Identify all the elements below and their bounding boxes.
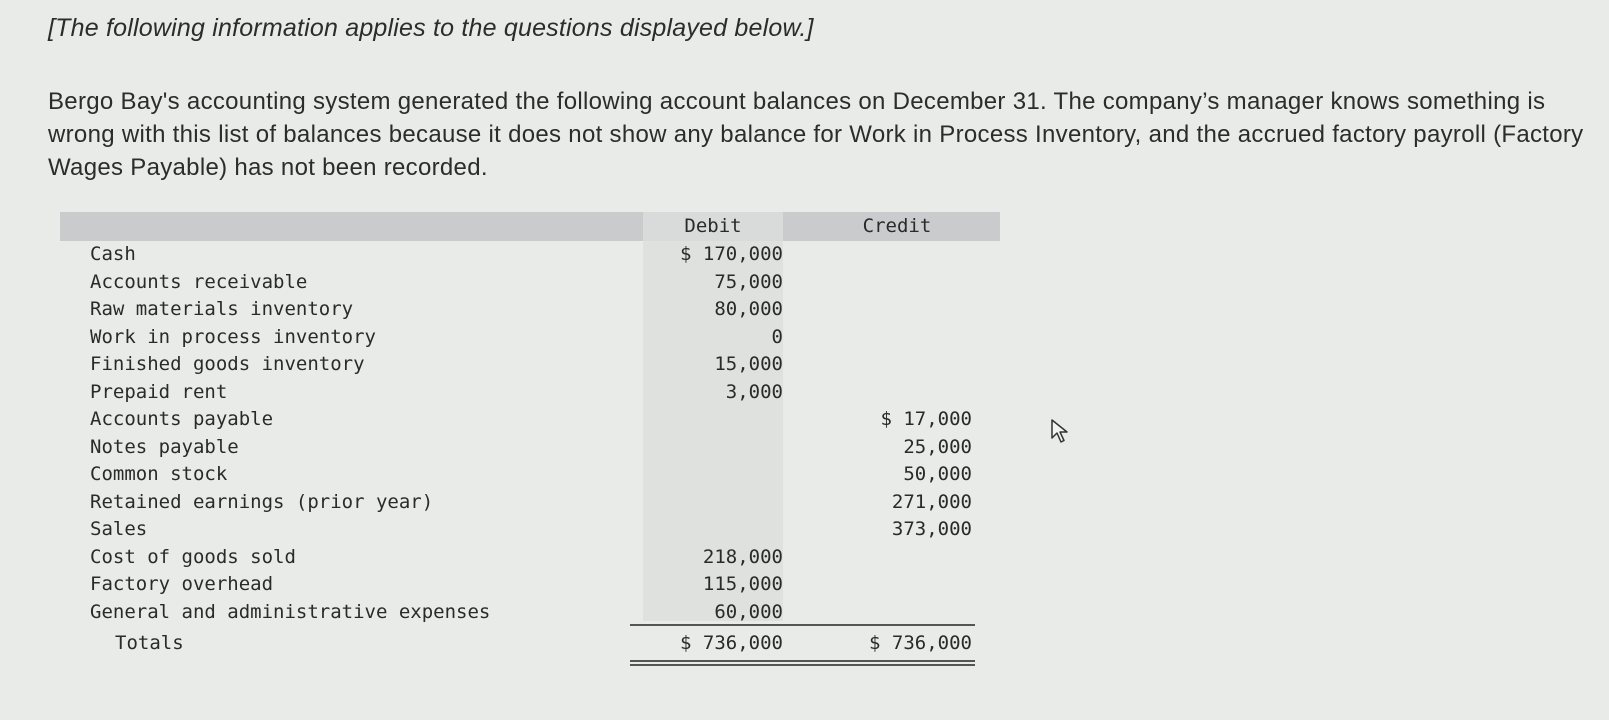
table-row xyxy=(60,599,1000,627)
table-row xyxy=(60,269,1000,297)
account-name: Factory overhead xyxy=(90,573,274,595)
debit-value: 60,000 xyxy=(714,600,783,623)
account-name: Work in process inventory xyxy=(90,325,376,348)
table-row xyxy=(60,516,1000,544)
debit-value: 115,000 xyxy=(702,573,783,595)
table-row xyxy=(60,406,1000,434)
account-name: Cost of goods sold xyxy=(90,545,296,568)
table-row xyxy=(60,461,1000,489)
applies-note: [The following information applies to the questions displayed below.] xyxy=(48,14,814,42)
account-name: Notes payable xyxy=(90,435,239,458)
total-rule-2 xyxy=(630,664,975,666)
credit-value: 373,000 xyxy=(891,518,972,540)
totals-label: Totals xyxy=(115,632,184,654)
debit-header: Debit xyxy=(643,212,783,241)
table-row xyxy=(60,379,1000,407)
table-row xyxy=(60,571,1000,599)
account-name: Common stock xyxy=(90,463,228,485)
mouse-pointer-icon xyxy=(1050,418,1072,444)
table-header xyxy=(60,212,1000,241)
debit-value: 0 xyxy=(771,325,783,348)
debit-value: 218,000 xyxy=(702,545,783,568)
debit-value: 3,000 xyxy=(725,380,783,403)
table-row xyxy=(60,324,1000,352)
credit-value: 50,000 xyxy=(903,463,972,485)
problem-paragraph: Bergo Bay's accounting system generated the following account balances on December 31. The company’s manager knows something is wrong with this list of balances because it does not show any balance for Work in Process Inventory, and the accrued factory payroll (Factory Wages Payable) has not been recorded. xyxy=(48,88,1584,181)
credit-value: 271,000 xyxy=(891,490,972,513)
account-balances-table xyxy=(60,212,1000,654)
table-row xyxy=(60,241,1000,269)
credit-value: $ 17,000 xyxy=(880,408,972,430)
debit-value: $ 170,000 xyxy=(680,243,783,265)
account-name: Accounts payable xyxy=(90,408,274,430)
table-row xyxy=(60,296,1000,324)
table-row xyxy=(60,544,1000,572)
account-name: Retained earnings (prior year) xyxy=(90,490,434,513)
table-row xyxy=(60,489,1000,517)
debit-value: 15,000 xyxy=(714,353,783,375)
account-name: Sales xyxy=(90,518,148,540)
account-name: Finished goods inventory xyxy=(90,353,365,375)
intro-section xyxy=(48,14,1598,184)
debit-value: 80,000 xyxy=(714,298,783,320)
account-name: Accounts receivable xyxy=(90,270,308,293)
totals-row xyxy=(60,628,1000,658)
table-row xyxy=(60,434,1000,462)
total-credit: $ 736,000 xyxy=(869,632,972,654)
account-name: General and administrative expenses xyxy=(90,600,491,623)
account-name: Raw materials inventory xyxy=(90,298,354,320)
debit-value: 75,000 xyxy=(714,270,783,293)
subtotal-rule xyxy=(630,624,975,626)
credit-header: Credit xyxy=(862,215,932,237)
credit-value: 25,000 xyxy=(903,435,972,458)
total-debit: $ 736,000 xyxy=(680,632,783,654)
total-rule-1 xyxy=(630,660,975,662)
table-body xyxy=(60,241,1000,626)
table-row xyxy=(60,351,1000,379)
account-name: Cash xyxy=(90,243,136,265)
account-name: Prepaid rent xyxy=(90,380,228,403)
